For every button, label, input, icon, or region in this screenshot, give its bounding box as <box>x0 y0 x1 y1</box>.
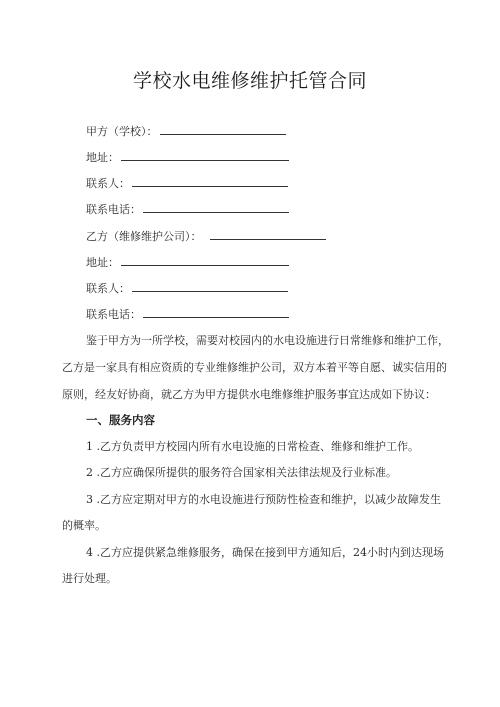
blank-line <box>132 174 288 187</box>
party-a-address-field <box>86 148 289 166</box>
party-a-phone-field <box>86 200 289 218</box>
field-label: 联系电话： <box>86 308 141 321</box>
field-label: 地址： <box>86 256 119 269</box>
field-label: 联系人： <box>86 177 130 190</box>
field-label: 联系电话： <box>86 203 141 216</box>
field-label: 甲方（学校）： <box>86 125 158 138</box>
intro-line-3: 原则，经友好协商，就乙方为甲方提供水电维修维护服务事宜达成如下协议： <box>62 388 436 401</box>
party-b-phone-field <box>86 305 289 323</box>
party-a-contact-field <box>86 174 288 192</box>
section-heading: 一、服务内容 <box>86 413 155 427</box>
blank-line <box>210 227 326 240</box>
field-label: 乙方（维修维护公司）： <box>86 230 202 243</box>
party-b-contact-field <box>86 279 288 297</box>
blank-line <box>132 279 288 292</box>
list-item-continuation: 的概率。 <box>62 519 106 532</box>
party-b-name-field <box>86 227 326 245</box>
list-item: 4 .乙方应提供紧急维修服务，确保在接到甲方通知后，24小时内到达现场 <box>86 546 444 559</box>
party-b-address-field <box>86 253 289 271</box>
field-label: 联系人： <box>86 282 130 295</box>
blank-line <box>121 253 289 266</box>
intro-line-2: 乙方是一家具有相应资质的专业维修维护公司，双方本着平等自愿、诚实信用的 <box>62 361 447 374</box>
blank-line <box>121 148 289 161</box>
field-label: 地址： <box>86 151 119 164</box>
list-item: 2 .乙方应确保所提供的服务符合国家相关法律法规及行业标准。 <box>86 466 397 479</box>
blank-line <box>160 122 286 135</box>
intro-line-1: 鉴于甲方为一所学校，需要对校园内的水电设施进行日常维修和维护工作， <box>86 334 449 347</box>
blank-line <box>143 200 289 213</box>
document-title: 学校水电维修维护托管合同 <box>132 70 367 92</box>
list-item: 3 .乙方应定期对甲方的水电设施进行预防性检查和维护，以减少故障发生 <box>86 493 441 506</box>
list-item-continuation: 进行处理。 <box>62 572 117 585</box>
party-a-name-field <box>86 122 286 140</box>
list-item: 1 .乙方负责甲方校园内所有水电设施的日常检查、维修和维护工作。 <box>86 440 419 453</box>
blank-line <box>143 305 289 318</box>
